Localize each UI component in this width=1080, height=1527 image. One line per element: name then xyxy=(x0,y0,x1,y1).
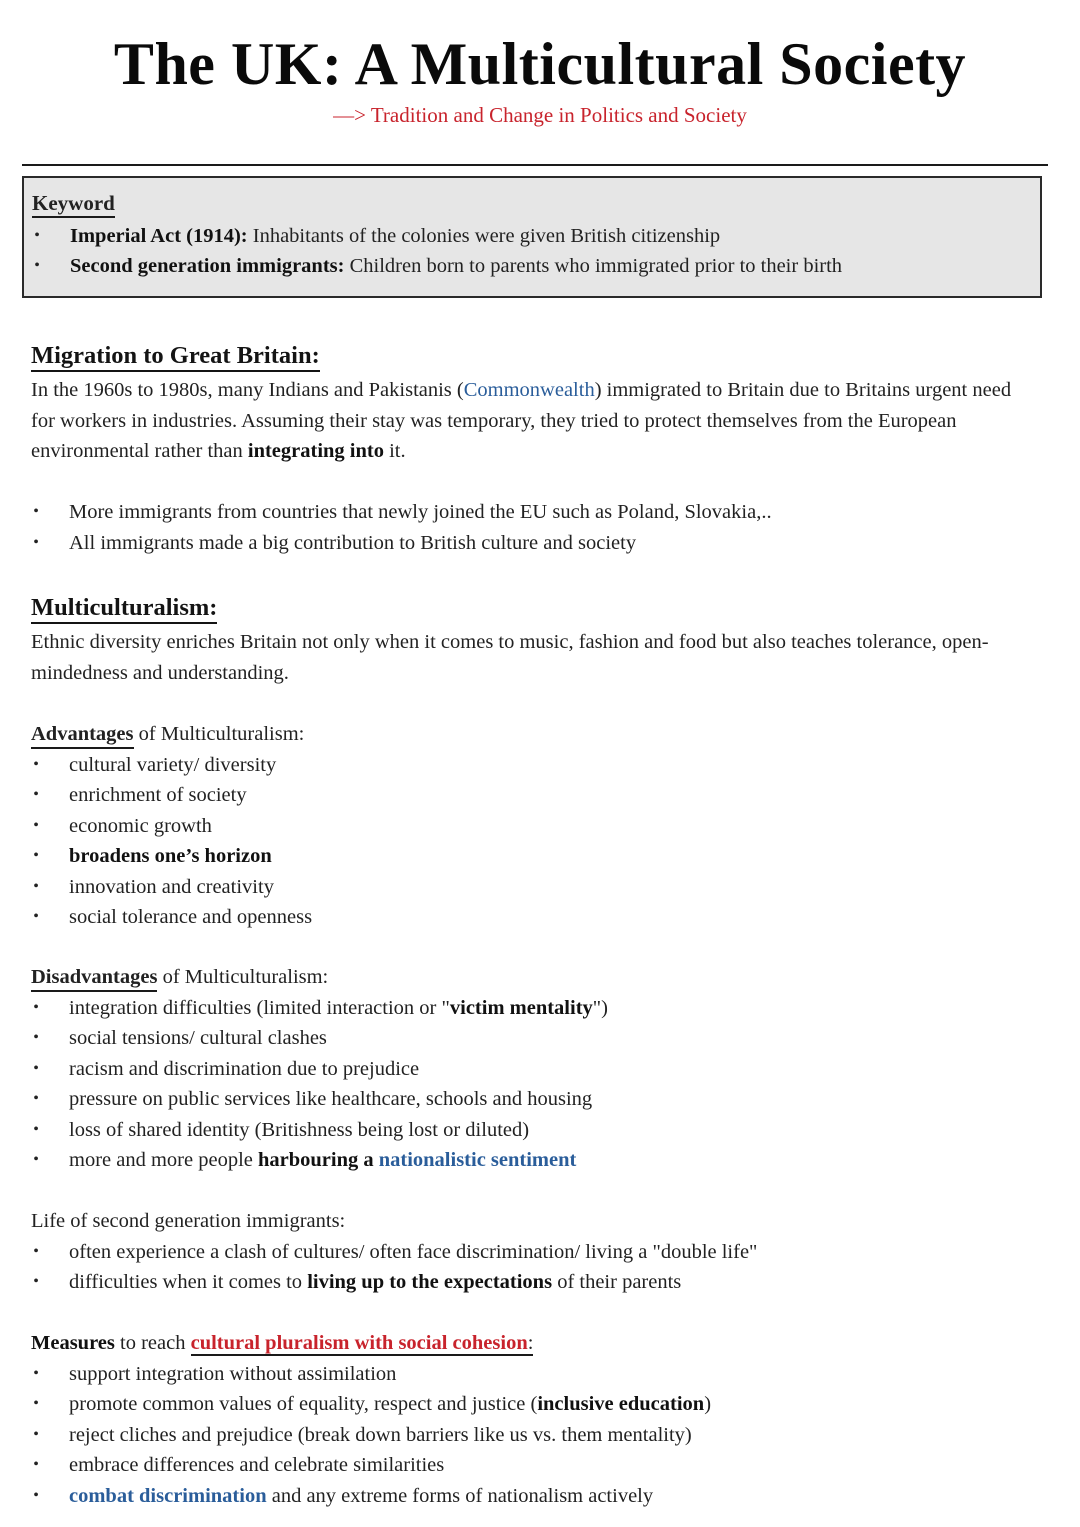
keyword-item xyxy=(32,251,1032,282)
bullet-icon: • xyxy=(33,1486,39,1504)
list-item: • support integration without assimilation xyxy=(31,1359,1041,1390)
second-generation-list xyxy=(31,1237,1041,1298)
commonwealth-term: Commonwealth xyxy=(463,379,595,401)
keyword-definition: Inhabitants of the colonies were given British citizenship xyxy=(247,224,721,247)
bullet-icon: • xyxy=(33,1273,39,1290)
measures-heading: Measures to reach cultural pluralism with social cohesion: xyxy=(31,1332,534,1354)
bullet-icon: • xyxy=(34,226,40,244)
list-item: • broadens one’s horizon xyxy=(31,841,1041,872)
list-item: • innovation and creativity xyxy=(31,872,1041,903)
list-item: • racism and discrimination due to prejudice xyxy=(31,1054,1041,1085)
nationalistic-sentiment-term: nationalistic sentiment xyxy=(378,1149,577,1171)
second-generation-section xyxy=(31,1206,1041,1298)
keyword-heading: Keyword xyxy=(32,190,115,218)
list-item: • cultural variety/ diversity xyxy=(31,750,1041,781)
list-item: • loss of shared identity (Britishness being lost or diluted) xyxy=(31,1115,1041,1146)
list-item: • promote common values of equality, respect and justice (inclusive education) xyxy=(31,1389,1041,1420)
bullet-icon: • xyxy=(33,847,39,864)
second-generation-heading: Life of second generation immigrants: xyxy=(31,1210,346,1232)
list-item: • social tolerance and openness xyxy=(31,902,1041,933)
bullet-icon: • xyxy=(33,998,39,1016)
list-item: • social tensions/ cultural clashes xyxy=(31,1023,1041,1054)
page-title: The UK: A Multicultural Society xyxy=(113,31,967,97)
list-item: • More immigrants from countries that newly joined the EU such as Poland, Slovakia,.. xyxy=(31,497,1041,528)
measures-list xyxy=(31,1359,1041,1512)
advantages-list xyxy=(31,750,1041,933)
bullet-icon: • xyxy=(33,1029,39,1046)
list-item: • pressure on public services like healthcare, schools and housing xyxy=(31,1084,1041,1115)
migration-section xyxy=(31,342,1041,467)
keyword-box xyxy=(22,176,1042,298)
header-divider xyxy=(22,164,1048,166)
disadvantages-section: Disadvantages of Multiculturalism: • integration difficulties (limited interaction or "victim mentality") • social tensions/ cultural clashes • racism and discrimination due to prejudice • pressure on public services like healthcare, schools and housing • loss of shared identity (Britishness being lost or diluted) • more and more people harbouring a nationalistic sentiment xyxy=(31,962,1041,1176)
list-item: • combat discrimination and any extreme forms of nationalism actively xyxy=(31,1481,1041,1512)
disadvantages-list xyxy=(31,993,1041,1176)
bullet-icon: • xyxy=(33,1120,39,1138)
bullet-icon: • xyxy=(33,908,39,925)
migration-bullets xyxy=(31,497,1041,558)
list-item: • economic growth xyxy=(31,811,1041,842)
advantages-section: Advantages of Multiculturalism: • cultural variety/ diversity • enrichment of society • economic growth • broadens one’s horizon • innovation and creativity • social tolerance and openness xyxy=(31,719,1041,933)
bullet-icon: • xyxy=(33,1395,39,1412)
bullet-icon: • xyxy=(33,1242,39,1260)
bullet-icon: • xyxy=(33,1059,39,1077)
list-item: • often experience a clash of cultures/ often face discrimination/ living a "double life" xyxy=(31,1237,1041,1268)
measures-section xyxy=(31,1328,1041,1511)
keyword-term: Imperial Act (1914): xyxy=(70,224,248,247)
keyword-list xyxy=(32,221,1032,282)
list-item: • reject cliches and prejudice (break down barriers like us vs. them mentality) xyxy=(31,1420,1041,1451)
multiculturalism-section xyxy=(31,594,1041,688)
combat-discrimination-term: combat discrimination xyxy=(69,1484,267,1507)
bullet-icon: • xyxy=(33,1364,39,1382)
bullet-icon: • xyxy=(34,257,40,274)
bullet-icon: • xyxy=(33,816,39,834)
migration-paragraph: In the 1960s to 1980s, many Indians and Pakistanis (Commonwealth) immigrated to Britain due to Britains urgent need for workers in industries. Assuming their stay was temporary, they tried to protect themselves from the European environmental rather than integrating into it. xyxy=(31,379,1012,462)
list-item: • more and more people harbouring a nationalistic sentiment xyxy=(31,1145,1041,1176)
bullet-icon: • xyxy=(33,1090,39,1107)
cultural-pluralism-term: cultural pluralism with social cohesion xyxy=(190,1332,528,1354)
list-item: • All immigrants made a big contribution to British culture and society xyxy=(31,528,1041,559)
list-item: • embrace differences and celebrate similarities xyxy=(31,1450,1041,1481)
bullet-icon: • xyxy=(33,786,39,803)
keyword-definition: Children born to parents who immigrated prior to their birth xyxy=(344,255,843,277)
list-item: • difficulties when it comes to living up to the expectations of their parents xyxy=(31,1267,1041,1298)
multiculturalism-heading: Multiculturalism: xyxy=(31,594,217,624)
bullet-icon: • xyxy=(33,877,39,895)
advantages-heading: Advantages xyxy=(31,721,134,749)
list-item: • integration difficulties (limited interaction or "victim mentality") xyxy=(31,993,1041,1024)
bullet-icon: • xyxy=(33,755,39,773)
bullet-icon: • xyxy=(33,533,39,551)
keyword-term: Second generation immigrants: xyxy=(70,255,345,277)
disadvantages-heading: Disadvantages xyxy=(31,964,157,992)
migration-heading: Migration to Great Britain: xyxy=(31,342,320,372)
keyword-item xyxy=(32,221,1032,252)
page-subtitle: —> Tradition and Change in Politics and Society xyxy=(333,103,747,127)
list-item: • enrichment of society xyxy=(31,780,1041,811)
bullet-icon: • xyxy=(33,1425,39,1443)
bullet-icon: • xyxy=(33,1456,39,1473)
bullet-icon: • xyxy=(33,503,39,520)
multiculturalism-paragraph: Ethnic diversity enriches Britain not only when it comes to music, fashion and food but also teaches tolerance, open-mindedness and understanding. xyxy=(31,631,989,684)
integrating-into-term: integrating into xyxy=(247,440,384,462)
bullet-icon: • xyxy=(33,1151,39,1168)
